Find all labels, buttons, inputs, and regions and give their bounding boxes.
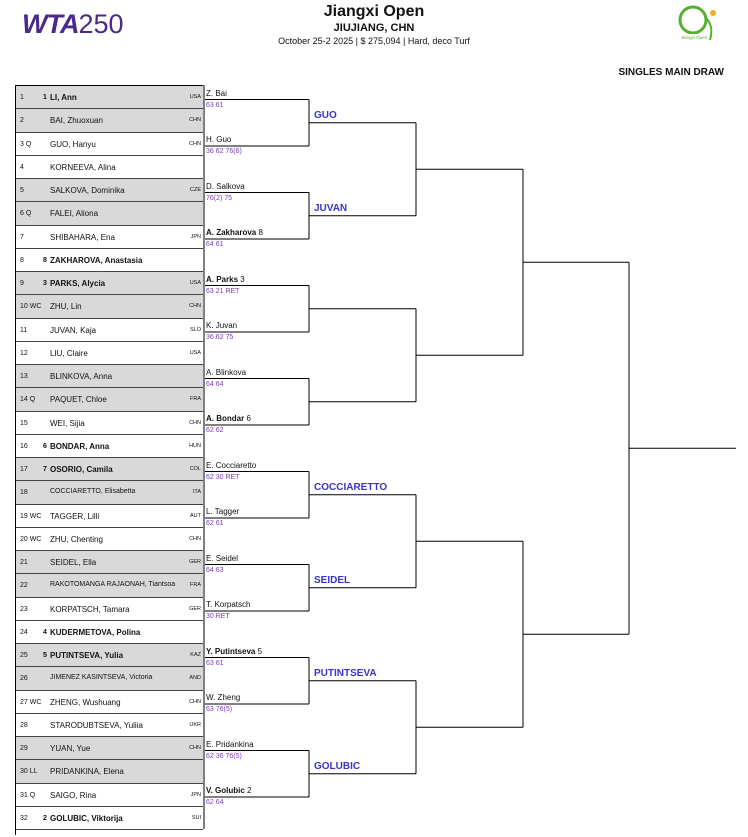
draw-position: 24 <box>20 628 28 636</box>
draw-position: 22 <box>20 582 28 590</box>
match-score: 62 36 76(5) <box>206 752 242 760</box>
draw-position: 11 <box>20 326 28 334</box>
draw-position: 1 <box>20 94 24 101</box>
round3-player: GOLUBIC <box>314 760 361 772</box>
tournament-location: JIUJIANG, CHN <box>333 22 415 34</box>
draw-label: SINGLES MAIN DRAW <box>618 67 724 78</box>
round2-seed: 5 <box>255 646 263 656</box>
country-code: FRA <box>190 396 201 403</box>
match-score: 36 62 76(6) <box>206 148 242 155</box>
player-name: JUVAN, Kaja <box>50 325 97 335</box>
country-code: CHN <box>189 303 201 310</box>
round2-seed: 8 <box>256 228 263 237</box>
player-name: ZHU, Lin <box>50 302 82 312</box>
player-name: ZHU, Chenting <box>50 534 103 544</box>
country-code: CHN <box>189 745 201 751</box>
match-score: 63 76(5) <box>206 706 233 713</box>
match-score: 62 62 <box>206 427 224 434</box>
country-code: AND <box>189 675 201 682</box>
match-score: 63 21 RET <box>206 287 240 295</box>
draw-position: 10 WC <box>20 303 42 311</box>
country-code: GER <box>189 605 201 612</box>
round2-player-name: D. Salkova <box>206 181 245 191</box>
country-code: JPN <box>190 233 201 240</box>
svg-text:Jiangxi Open: Jiangxi Open <box>680 35 708 40</box>
player-name: OSORIO, Camila <box>50 465 113 474</box>
draw-position: 9 <box>20 280 24 287</box>
player-name: COCCIARETTO, Elisabetta <box>50 488 136 496</box>
country-code: ITA <box>192 489 201 496</box>
seed-number: 8 <box>43 256 47 264</box>
player-name: PUTINTSEVA, Yulia <box>50 651 124 660</box>
seed-number: 1 <box>43 94 47 101</box>
country-code: COL <box>189 466 201 472</box>
country-code: CHN <box>189 140 201 147</box>
player-name: BLINKOVA, Anna <box>50 372 113 381</box>
player-name: KORPATSCH, Tamara <box>50 604 130 614</box>
country-code: CHN <box>189 535 201 542</box>
round2-seed: 2 <box>244 786 252 795</box>
seed-number: 7 <box>43 466 47 473</box>
player-name: GOLUBIC, Viktorija <box>50 813 123 823</box>
match-score: 63 61 <box>206 101 224 109</box>
draw-position: 30 LL <box>20 768 38 776</box>
seed-number: 6 <box>43 442 47 450</box>
draw-position: 21 <box>20 559 28 566</box>
country-code: JPN <box>190 791 201 798</box>
round2-player-name: A. Blinkova <box>206 367 247 377</box>
draw-position: 4 <box>20 163 24 171</box>
draw-position: 18 <box>20 489 28 497</box>
seed-number: 3 <box>43 280 47 287</box>
country-code: USA <box>189 280 201 286</box>
match-score: 76(2) 75 <box>206 194 233 202</box>
country-code: CZE <box>190 187 201 193</box>
draw-position: 28 <box>20 721 28 729</box>
round2-player-name: Y. Putintseva <box>206 646 256 656</box>
player-name: PAQUET, Chloe <box>50 395 107 405</box>
match-score: 64 61 <box>206 241 224 248</box>
match-score: 62 30 RET <box>206 473 240 481</box>
country-code: FRA <box>190 582 201 589</box>
draw-position: 14 Q <box>20 396 36 404</box>
player-name: PARKS, Alycia <box>50 279 106 288</box>
player-name: YUAN, Yue <box>50 744 91 753</box>
player-name: KUDERMETOVA, Polina <box>50 627 141 637</box>
country-code: CHN <box>189 698 201 705</box>
draw-position: 2 <box>20 117 24 125</box>
match-score: 62 64 <box>206 799 224 806</box>
draw-position: 19 WC <box>20 512 42 520</box>
match-score: 63 61 <box>206 659 224 667</box>
round2-player-name: A. Zakharova <box>206 228 257 237</box>
logo-number: 250 <box>78 9 124 39</box>
player-name: SHIBAHARA, Ena <box>50 232 115 242</box>
draw-position: 26 <box>20 675 28 683</box>
player-name: LIU, Claire <box>50 348 88 358</box>
draw-position: 7 <box>20 233 24 241</box>
draw-position: 13 <box>20 373 28 380</box>
country-code: AUT <box>190 512 201 519</box>
round2-player-name: E. Cocciaretto <box>206 460 257 470</box>
country-code: KAZ <box>190 652 201 658</box>
country-code: SLO <box>189 326 201 333</box>
country-code: SUI <box>191 814 201 821</box>
draw-position: 6 Q <box>20 210 32 218</box>
tournament-title: Jiangxi Open <box>323 3 425 20</box>
round3-player: GUO <box>314 109 337 121</box>
player-name: RAKOTOMANGA RAJAONAH, Tiantsoa <box>50 581 176 589</box>
player-name: WEI, Sijia <box>50 418 85 428</box>
player-name: JIMENEZ KASINTSEVA, Victoria <box>50 674 153 682</box>
round2-player-name: Z. Bai <box>206 88 227 98</box>
draw-position: 16 <box>20 442 28 450</box>
player-name: BONDAR, Anna <box>50 441 110 451</box>
country-code: CHN <box>189 419 201 426</box>
player-name: PRIDANKINA, Elena <box>50 767 124 777</box>
player-name: SEIDEL, Ella <box>50 558 97 567</box>
round2-player-name: W. Zheng <box>206 693 241 702</box>
player-name: BAI, Zhuoxuan <box>50 116 103 126</box>
logo-text: WTA <box>22 9 79 39</box>
player-name: ZAKHAROVA, Anastasia <box>50 255 143 265</box>
draw-position: 32 <box>20 814 28 822</box>
country-code: CHN <box>189 117 201 124</box>
round2-player-name: A. Bondar <box>206 414 245 423</box>
seed-number: 5 <box>43 652 47 659</box>
draw-position: 20 WC <box>20 535 42 543</box>
country-code: USA <box>189 349 201 356</box>
match-score: 30 RET <box>206 613 230 620</box>
draw-position: 27 WC <box>20 698 42 706</box>
country-code: USA <box>189 94 201 100</box>
round2-player-name: K. Juvan <box>206 321 238 330</box>
round3-player: PUTINTSEVA <box>314 667 377 679</box>
round2-player-name: H. Guo <box>206 135 232 144</box>
draw-position: 23 <box>20 605 28 613</box>
player-name: GUO, Hanyu <box>50 139 96 149</box>
round3-player: SEIDEL <box>314 574 351 586</box>
draw-position: 17 <box>20 466 28 473</box>
match-score: 64 63 <box>206 566 224 574</box>
draw-position: 31 Q <box>20 791 36 799</box>
round2-seed: 6 <box>244 414 251 423</box>
draw-position: 5 <box>20 187 24 194</box>
draw-position: 15 <box>20 419 28 427</box>
round2-seed: 3 <box>238 274 245 284</box>
country-code: UKR <box>189 721 201 728</box>
round3-player: JUVAN <box>314 202 348 214</box>
draw-position: 8 <box>20 256 24 264</box>
draw-position: 3 Q <box>20 140 32 148</box>
round2-player-name: E. Pridankina <box>206 739 254 749</box>
seed-number: 2 <box>43 814 47 822</box>
draw-position: 25 <box>20 652 28 659</box>
draw-position: 29 <box>20 745 28 752</box>
player-name: STARODUBTSEVA, Yuliia <box>50 720 143 730</box>
match-score: 36 62 75 <box>206 334 234 341</box>
player-name: SALKOVA, Dominika <box>50 186 125 195</box>
country-code: GER <box>189 559 201 565</box>
player-name: LI, Ann <box>50 93 77 102</box>
player-name: SAIGO, Rina <box>50 790 97 800</box>
round2-player-name: L. Tagger <box>206 507 240 516</box>
round2-player-name: V. Golubic <box>206 786 245 795</box>
round2-player-name: T. Korpatsch <box>206 600 251 609</box>
match-score: 62 61 <box>206 520 224 527</box>
player-name: ZHENG, Wushuang <box>50 697 121 707</box>
round2-player-name: A. Parks <box>206 274 239 284</box>
player-name: TAGGER, Lilli <box>50 511 100 521</box>
player-name: FALEI, Aliona <box>50 209 99 219</box>
tournament-info: October 25-2 2025 | $ 275,094 | Hard, deco Turf <box>278 36 470 46</box>
round3-player: COCCIARETTO <box>314 481 388 493</box>
round2-player-name: E. Seidel <box>206 553 239 563</box>
draw-position: 12 <box>20 349 28 357</box>
player-name: KORNEEVA, Alina <box>50 162 116 172</box>
match-score: 64 64 <box>206 380 224 388</box>
seed-number: 4 <box>43 628 47 636</box>
country-code: HUN <box>189 442 201 449</box>
